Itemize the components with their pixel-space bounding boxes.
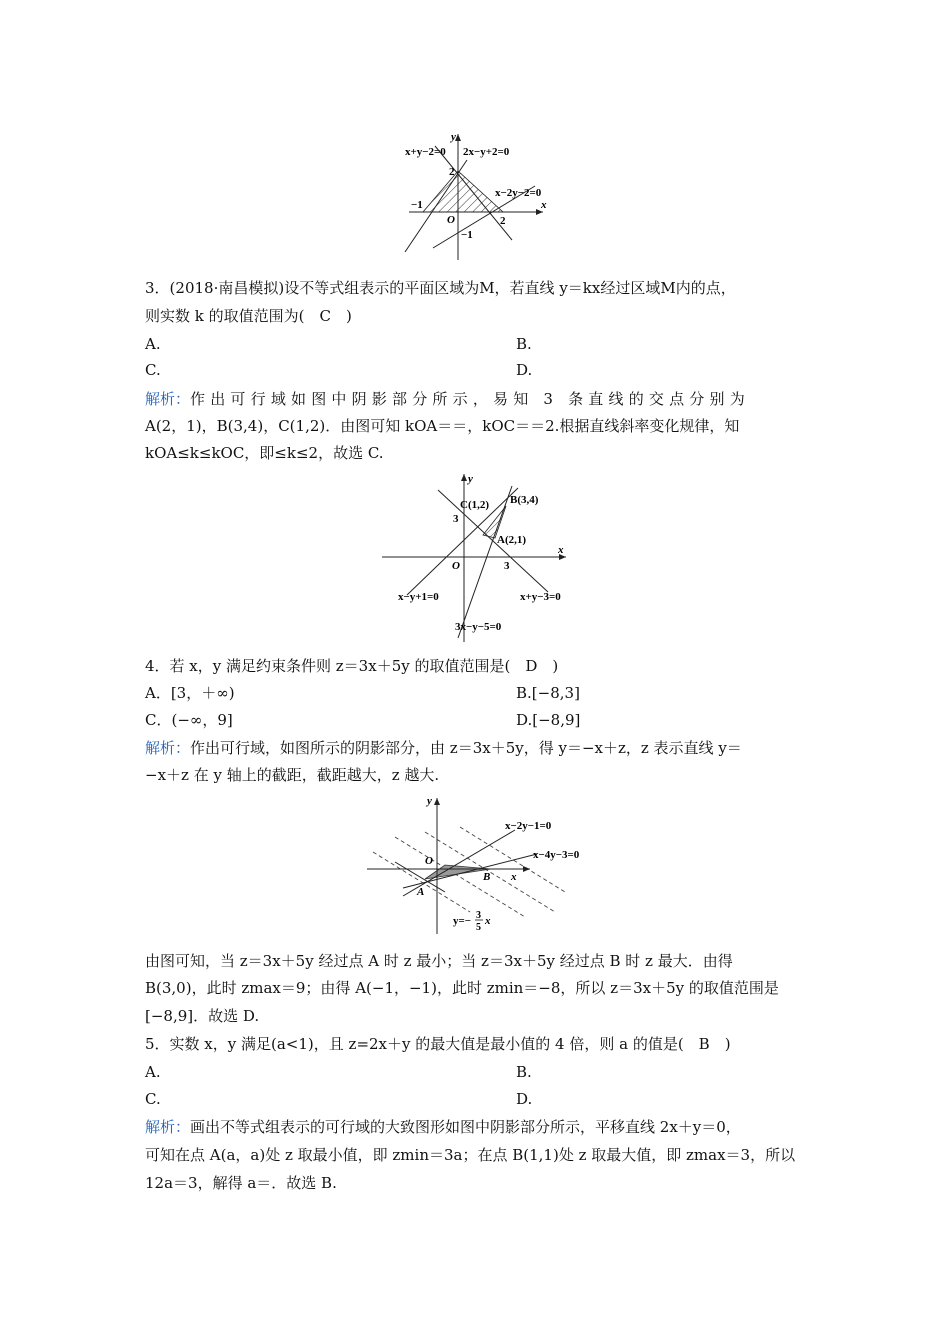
q5-option-d: D. [516,1090,533,1108]
label-point-b: B [483,871,491,883]
label-3x-y-5: 3x−y−5=0 [455,621,502,633]
label-2x-y+2: 2x−y+2=0 [463,146,510,158]
tick-3-x: 3 [504,560,510,572]
label-x-y+1: x−y+1=0 [398,591,439,603]
q3-option-a: A. [145,335,161,353]
label-origin: O [447,214,455,226]
label-x: x [511,871,517,883]
tick-2-x: 2 [500,215,506,227]
label-x+y-2: x+y−2=0 [405,146,446,158]
label-x-4y-3: x−4y−3=0 [533,849,580,861]
q3-stem-line2: 则实数 k 的取值范围为( C ) [145,307,352,325]
y-axis-arrow [461,474,467,481]
q4-option-d: D.[−8,9] [516,711,581,729]
tick-3-y: 3 [453,513,459,525]
q4-stem: 4．若 x，y 满足约束条件则 z＝3x＋5y 的取值范围是( D ) [145,657,559,675]
figure-3 [365,792,595,942]
label-x-2y-2: x−2y−2=0 [495,187,542,199]
figure-2 [380,470,575,645]
q3-option-c: C. [145,361,161,379]
q3-solution-line3: kOA≤k≤kOC，即≤k≤2，故选 C. [145,444,384,462]
q4-solution-line5: [−8,9]．故选 D. [145,1007,260,1025]
q4-solution-line1 [145,738,742,758]
q5-solution-text1: 画出不等式组表示的可行域的大致图形如图中阴影部分所示，平移直线 2x＋y＝0， [190,1118,741,1136]
q3-solution-line1 [145,389,750,409]
q3-option-b: B. [516,335,532,353]
label-x+y-3: x+y−3=0 [520,591,561,603]
label-frac-num: 3 [476,910,481,921]
label-y: y [451,131,456,143]
y-axis-arrow [455,134,461,141]
label-x-2y-1: x−2y−1=0 [505,820,552,832]
feasible-region [423,171,503,212]
q4-jiexi-label: 解析： [145,739,191,757]
q4-option-a: A．[3，＋∞) [145,684,235,702]
label-origin: O [452,560,460,572]
q4-solution-line2: −x＋z 在 y 轴上的截距，截距越大，z 越大. [145,766,440,784]
q5-option-a: A. [145,1063,161,1081]
q4-option-b: B.[−8,3] [516,684,580,702]
q3-solution-line2: A(2，1)，B(3,4)，C(1,2)．由图可知 kOA＝＝，kOC＝＝2.根据直线斜率变化规律，知 [145,417,740,435]
tick-neg1-x: −1 [411,199,423,211]
label-y: y [468,473,473,485]
label-point-b: B(3,4) [510,494,539,506]
x-axis-arrow [523,866,530,872]
q5-solution-line1 [145,1117,741,1137]
tick-neg1-y: −1 [461,229,473,241]
label-origin: O [425,855,433,867]
figure-1 [395,128,565,268]
q5-option-b: B. [516,1063,532,1081]
label-x: x [541,199,547,211]
q5-stem: 5．实数 x，y 满足(a<1)，且 z=2x＋y 的最大值是最小值的 4 倍，则 a 的值是( B ) [145,1035,731,1053]
q4-solution-line3: 由图可知，当 z＝3x＋5y 经过点 A 时 z 最小；当 z＝3x＋5y 经过点 B 时 z 最大．由得 [145,952,733,970]
label-x: x [558,544,564,556]
q4-solution-line4: B(3,0)，此时 zmax＝9；由得 A(−1，−1)，此时 zmin＝−8，所以 z＝3x＋5y 的取值范围是 [145,979,779,997]
q3-jiexi-label: 解析： [145,390,191,408]
q5-solution-line2: 可知在点 A(a，a)处 z 取最小值，即 zmin＝3a；在点 B(1,1)处 z 取最大值，即 zmax＝3，所以 [145,1146,796,1164]
label-frac-den: 5 [476,922,481,933]
q3-stem-line1: 3．(2018·南昌模拟)设不等式组表示的平面区域为M，若直线 y＝kx经过区域M内的点， [145,279,736,297]
q4-solution-text1: 作出可行域，如图所示的阴影部分，由 z＝3x＋5y，得 y＝−x＋z，z 表示直线 y＝ [190,739,742,757]
q5-option-c: C. [145,1090,161,1108]
label-y: y [427,795,432,807]
q5-solution-line3: 12a＝3，解得 a＝．故选 B. [145,1174,337,1192]
label-frac-x: x [485,915,491,927]
label-y-eq: y=− [453,915,472,927]
label-point-a: A(2,1) [497,534,527,546]
label-point-c: C(1,2) [460,499,490,511]
tick-2-y: 2 [449,166,455,178]
y-axis-arrow [434,798,440,805]
label-point-a: A [417,886,425,898]
q3-solution-text1: 作出可行域如图中阴影部分所示，易知 3 条直线的交点分别为 [190,390,750,408]
q5-jiexi-label: 解析： [145,1118,191,1136]
q3-option-d: D. [516,361,533,379]
q4-option-c: C．(−∞，9] [145,711,233,729]
